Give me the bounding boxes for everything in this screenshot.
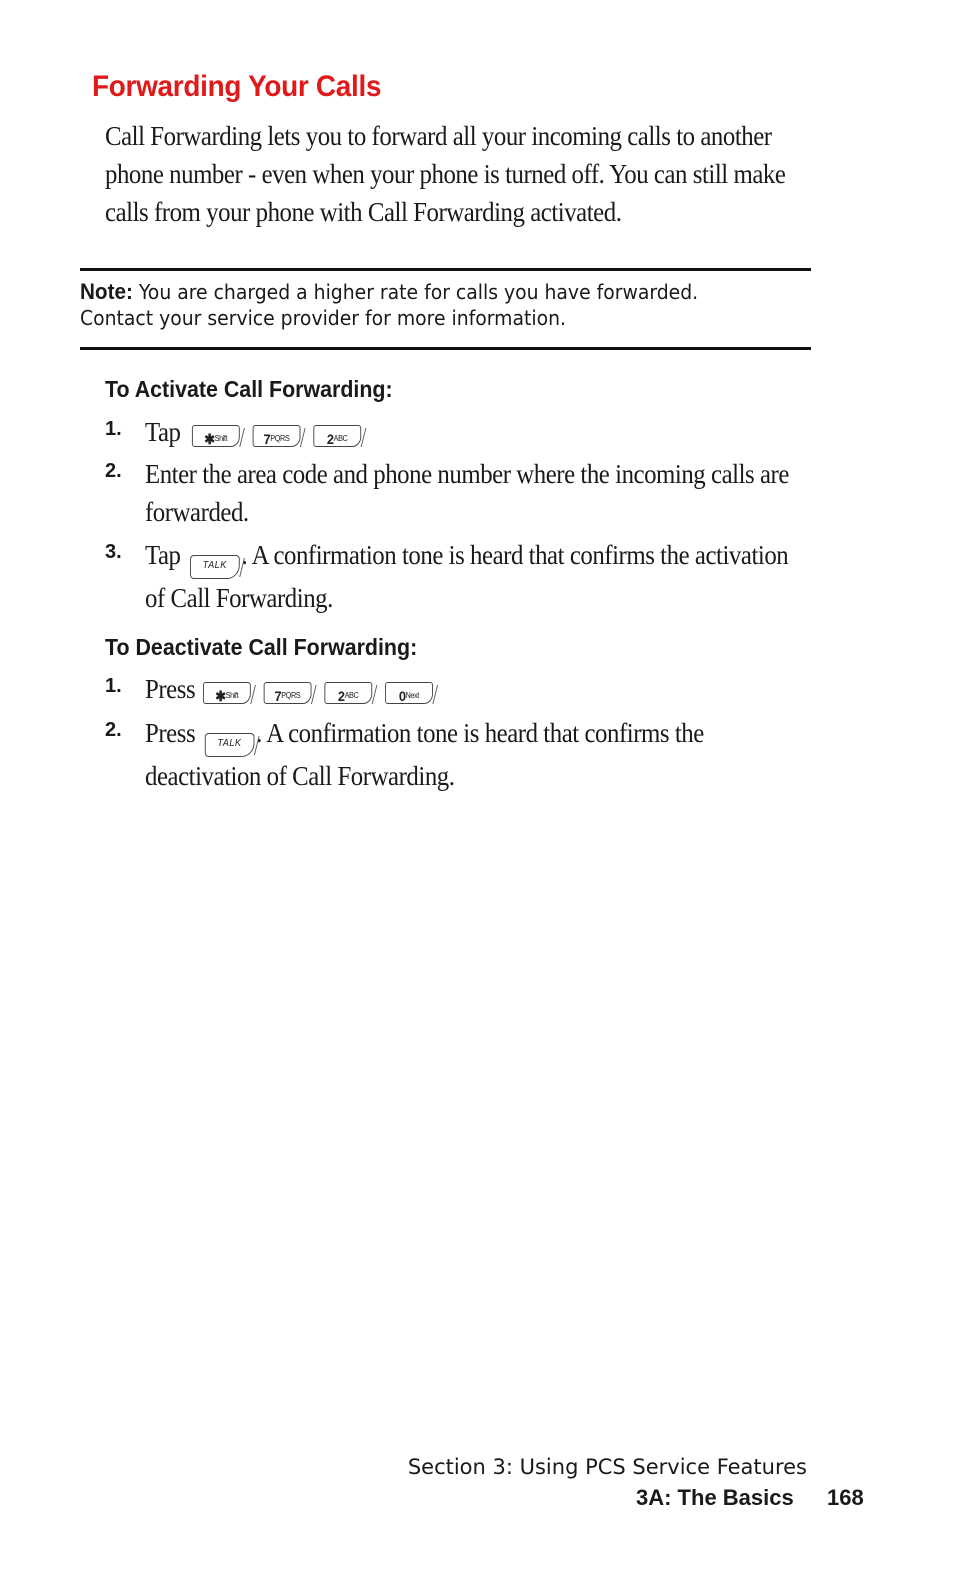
deactivate-heading: To Deactivate Call Forwarding: [105,634,418,660]
key-main-glyph: 7 [274,688,282,704]
step-number: 2. [105,719,122,741]
key-sub-label: Next [405,691,419,700]
two-abc-key-icon [324,682,372,704]
key-main-glyph: 0 [398,688,406,704]
note-label: Note: [80,279,133,304]
key-main-glyph: ✱ [215,688,226,704]
step-text [145,536,807,617]
two-abc-key-icon [313,425,361,447]
step-number: 1. [105,675,122,697]
note-text: You are charged a higher rate for calls you have forwarded. Contact your service provider for more information. [80,280,699,330]
intro-paragraph [105,117,804,231]
star-shift-key-icon [203,682,251,704]
intro-line: Call Forwarding lets you to forward all your incoming calls to another [105,121,772,151]
step-verb: Tap [145,540,181,570]
step-verb: Tap [145,417,181,447]
step-verb: Press [145,674,196,704]
key-sub-label: ABC [333,434,348,443]
note-box [80,279,776,331]
note-divider-top [80,268,811,271]
key-main-glyph: 7 [263,431,271,447]
seven-pqrs-key-icon [263,682,311,704]
page-heading: Forwarding Your Calls [92,70,382,103]
page-number: 168 [827,1485,864,1510]
talk-key-icon: TALK [190,555,240,579]
note-divider-bottom [80,347,811,350]
activate-heading: To Activate Call Forwarding: [105,376,393,402]
step-line: . A confirmation tone is heard that confirms the activation [241,540,789,570]
key-main-glyph: 2 [326,431,334,447]
step-line: forwarded. [145,497,249,527]
step-number: 2. [105,460,122,482]
footer-chapter-title: 3A: The Basics [636,1485,794,1510]
step-text [145,714,807,795]
footer-section-title: Section 3: Using PCS Service Features [407,1455,807,1479]
key-main-glyph: 2 [337,688,345,704]
talk-key-icon: TALK [205,733,255,757]
key-sub-label: ABC [344,691,359,700]
key-sub-label: Shift [214,434,228,443]
step-number: 1. [105,418,122,440]
step-text [145,455,807,531]
key-main-glyph: ✱ [204,431,215,447]
step-text [145,670,807,708]
step-line: . A confirmation tone is heard that confirms the [256,718,704,748]
step-text [145,413,807,451]
key-sub-label: Shift [225,691,239,700]
key-sub-label: PQRS [270,434,290,443]
step-line: of Call Forwarding. [145,583,333,613]
step-verb: Press [145,718,196,748]
step-line: deactivation of Call Forwarding. [145,761,455,791]
intro-line: calls from your phone with Call Forwarding activated. [105,197,622,227]
step-number: 3. [105,541,122,563]
star-shift-key-icon [192,425,240,447]
zero-next-key-icon [385,682,433,704]
step-line: Enter the area code and phone number where the incoming calls are [145,459,789,489]
seven-pqrs-key-icon [252,425,300,447]
key-sub-label: PQRS [281,691,301,700]
intro-line: phone number - even when your phone is turned off. You can still make [105,159,786,189]
